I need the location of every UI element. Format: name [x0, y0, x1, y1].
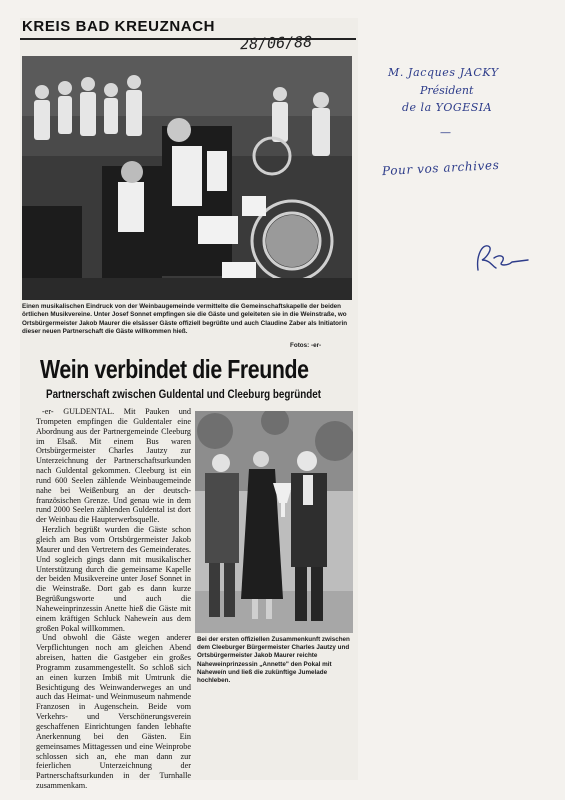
article-paragraph: -er- GULDENTAL. Mit Pauken und Trompeten empfingen die Guldentaler eine Abordnung aus der Partnergemeinde Cleeburg im Elsaß. Mit einem Bus waren Ortsbürgermeister Charles Jautzy zur Unterzeichnung der Partnerschaftsurkunden nach Guldental gekommen. Cleeburg ist ein rund 600 Seelen zählende Weinbaugemeinde nahe bei Weißenburg an der deutsch-französischen Grenze. Und genau wie in dem rund 2000 Seelen zählenden Guldental ist dort der Weinbau die Haupterwerbsquelle. — [36, 407, 191, 525]
band-photo-caption: Einen musikalischen Eindruck von der Weinbaugemeinde vermittelte die Gemeinschaftskapelle der beiden örtlichen Musikvereine. Unter Josef Sonnet empfingen sie die Gäste und geleiteten sie in die Weinstraße, wo Ortsbürgermeister Jakob Maurer die elsässer Gäste offiziell begrüßte und auch Claudine Zaber als Initiatorin dieser neuen Partnerschaft die Gäste willkommen hieß. — [22, 303, 348, 335]
handwritten-dash: — — [440, 126, 451, 139]
photo-credit: Fotos: -er- — [290, 342, 322, 349]
handwritten-archive-note: Pour vos archives — [381, 157, 500, 179]
officials-photo-caption: Bei der ersten offiziellen Zusammenkunft zwischen dem Cleeburger Bürgermeister Charles Jautzy und Ortsbürgermeister Jakob Maurer reichte Naheweinprinzessin „Annette" den Pokal mit Naheweín und ließ die zukünftige Jumelade hochleben. — [197, 636, 350, 685]
article-headline: Wein verbindet die Freunde — [40, 354, 309, 384]
handwritten-recipient-org: de la YOGESIA — [402, 101, 493, 114]
masthead: KREIS BAD KREUZNACH — [22, 18, 216, 35]
handwritten-recipient-title: Président — [420, 84, 474, 97]
article-paragraph: Und obwohl die Gäste wegen anderer Verpflichtungen noch am gleichen Abend abreisen, hatten die Gastgeber ein großes Programm zusammengestellt. So schloß sich an einen kurzen Imbiß mit Umtrunk die Besichtigung des Weinwanderweges an und auch das Heimat- und Weinmuseum nahmende Franzosen in Augenschein. Beide vom Verkehrs- und Verschönerungsverein geschaffenen Einrichtungen fanden lebhafte Anerkennung bei den Gästen. Ein gemeinsames Mittagessen und eine Weinprobe schlossen sich an, ehe man dann zur feierlichen Unterzeichnung der Partnerschaftsurkunden in der Turnhalle zusammenkam. — [36, 633, 191, 791]
article-body — [36, 407, 191, 791]
article-subhead: Partnerschaft zwischen Guldental und Cleeburg begründet — [46, 387, 322, 401]
handwritten-recipient-name: M. Jacques JACKY — [388, 66, 499, 79]
officials-photo — [195, 411, 353, 633]
handwritten-signature — [472, 236, 532, 276]
article-paragraph: Herzlich begrüßt wurden die Gäste schon gleich am Bus vom Ortsbürgermeister Jakob Maurer und den Vertretern des Gemeinderates. Und sogleich gings dann mit musikalischer Unterstützung durch die gemeinsame Kapelle der beiden Musikvereine unter Josef Sonnet in die Weinstraße. Dort gab es dann kurze Begrüßungsworte und auch die Naheweinprinzessin Anette hieß die Gäste mit einem kräftigen Schluck Naheweín aus dem großen Pokal willkommen. — [36, 525, 191, 633]
date-stamp: 28/06/88 — [239, 32, 313, 54]
band-photo — [22, 56, 352, 300]
